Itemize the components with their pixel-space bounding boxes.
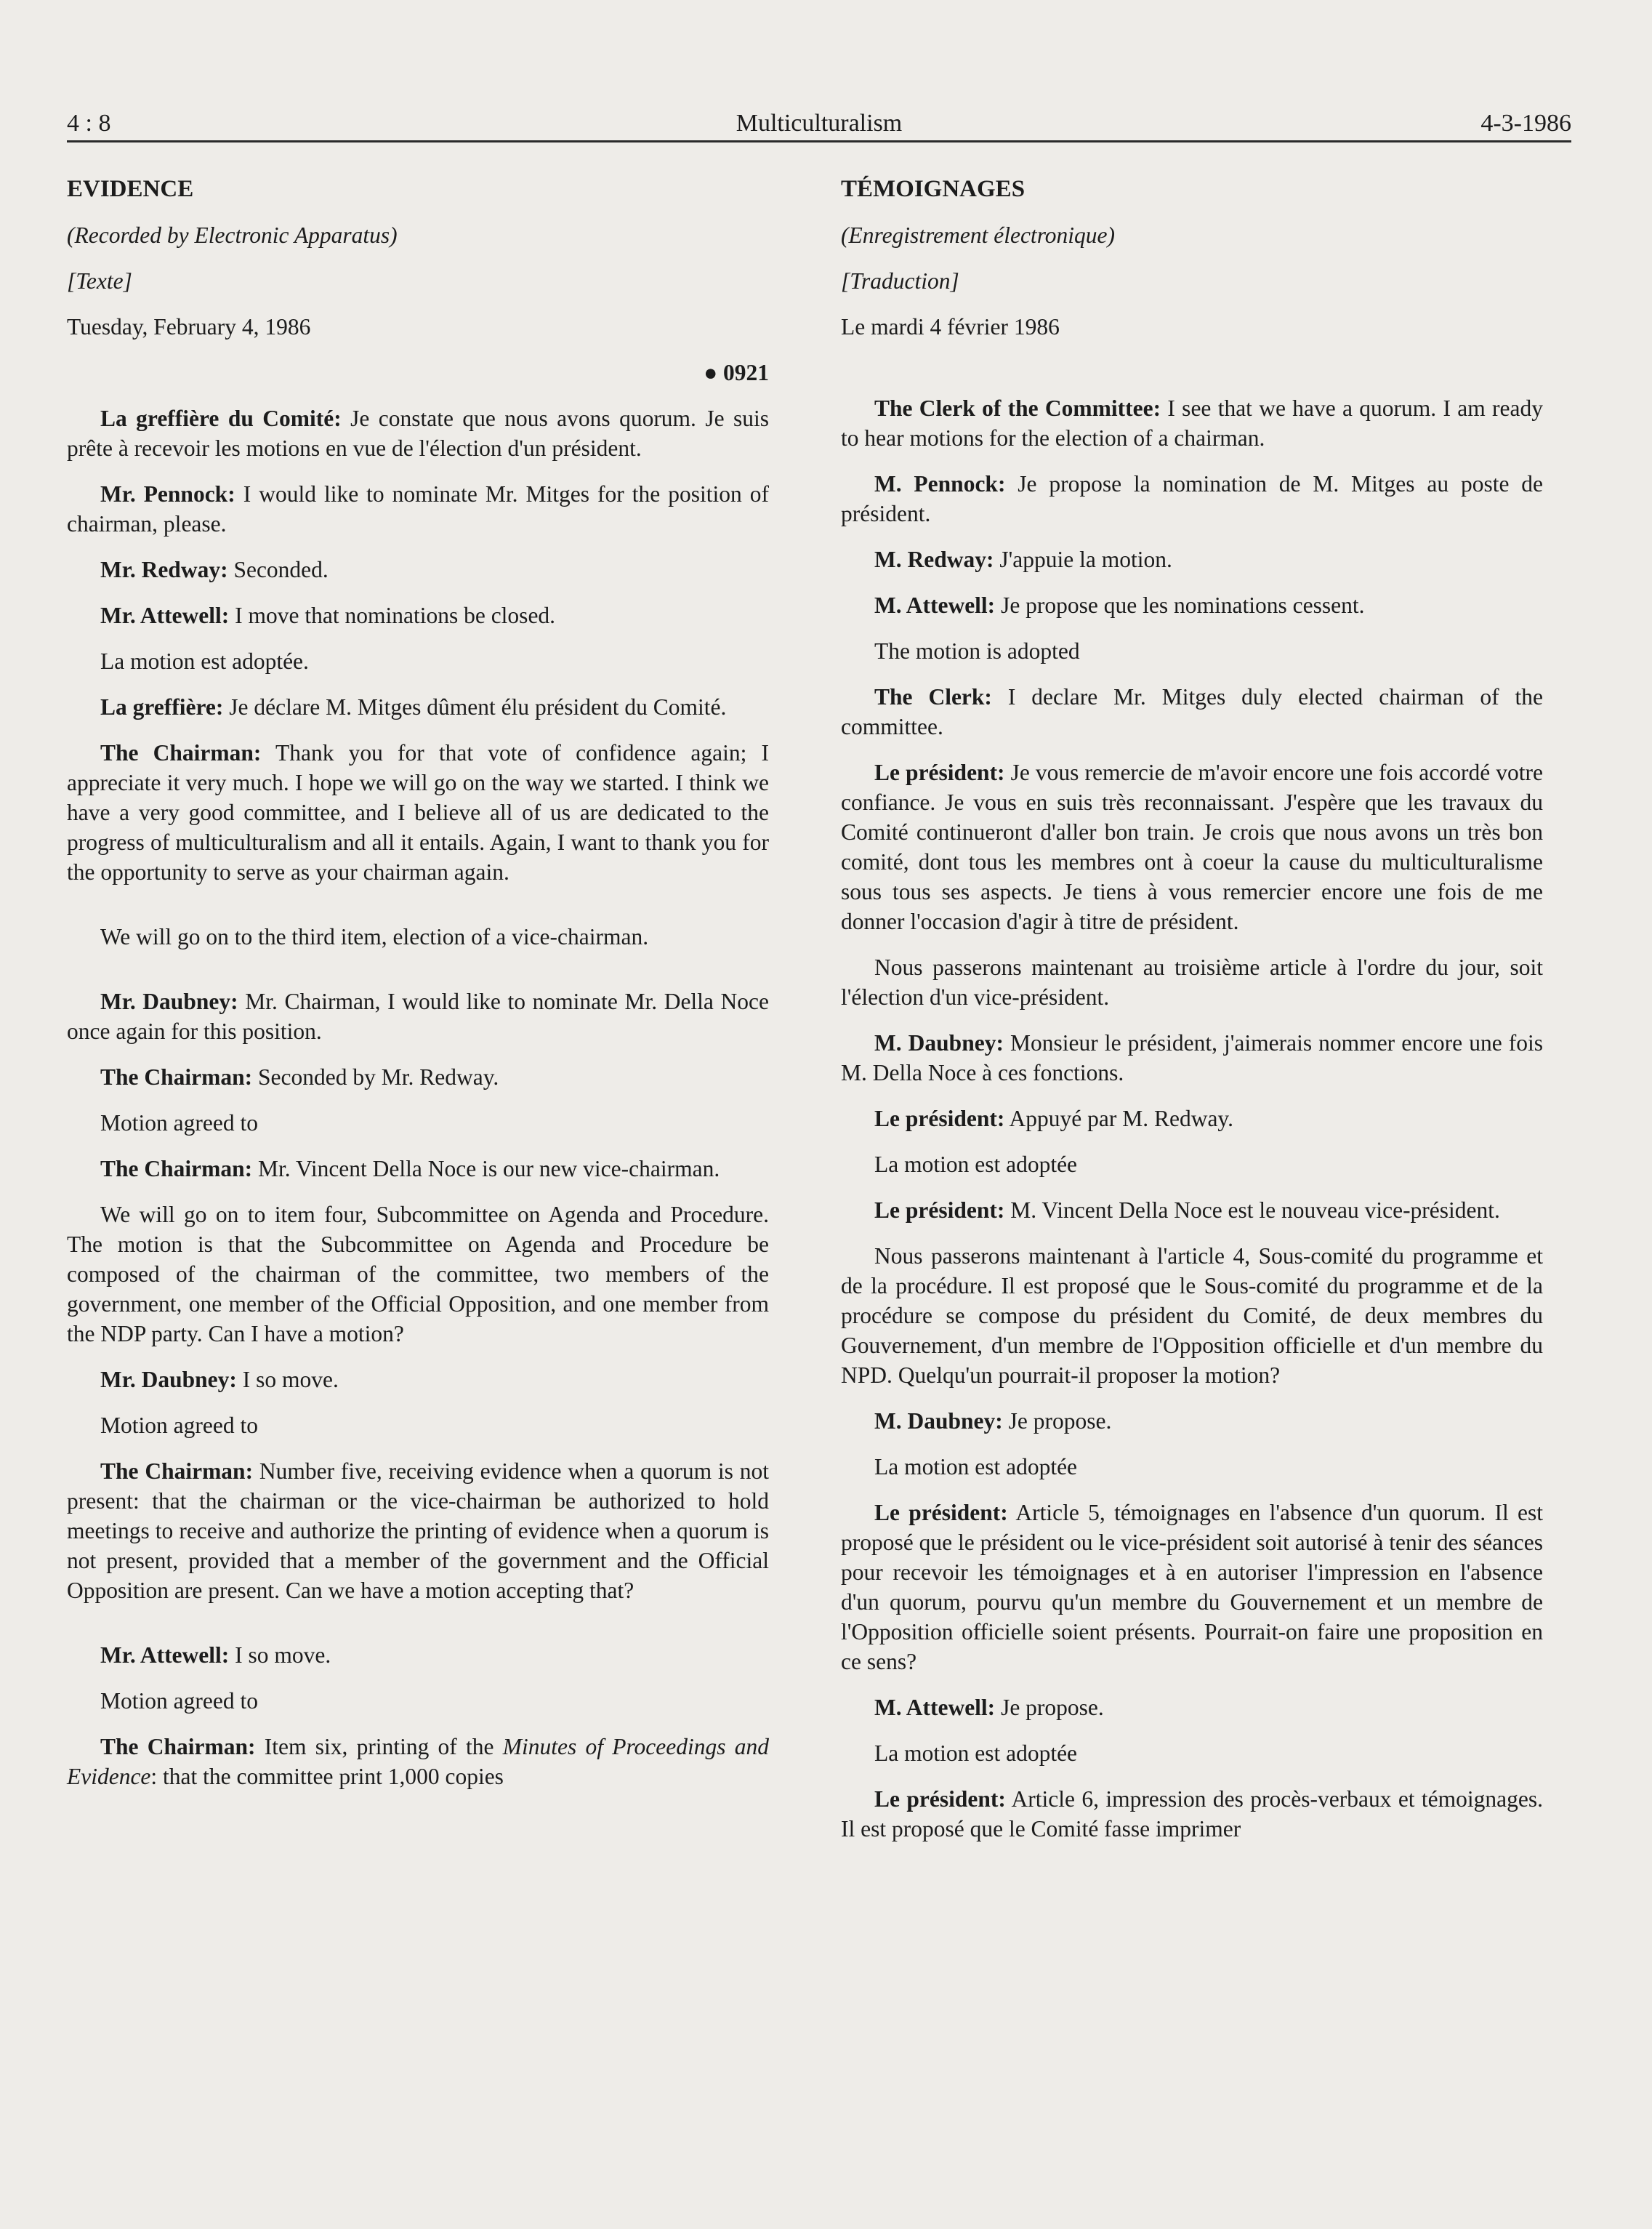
speaker: Mr. Daubney:: [100, 1367, 237, 1392]
paragraph: The Clerk: I declare Mr. Mitges duly elected chairman of the committee.: [841, 684, 1543, 739]
speaker: M. Daubney:: [874, 1408, 1003, 1434]
paragraph: The Chairman: Mr. Vincent Della Noce is our new vice-chairman.: [100, 1156, 720, 1181]
speaker: Le président:: [874, 1197, 1005, 1223]
speaker: M. Daubney:: [874, 1030, 1004, 1056]
paragraph: The Chairman: Number five, receiving evidence when a quorum is not present: that the chairman or the vice-chairman be authorized to hold meetings to receive and authorize the printing of evidence when a quorum is not present, provided that a member of the government and the Official Opposition are present. Can we have a motion accepting that?: [67, 1458, 769, 1603]
speaker: The Chairman:: [100, 740, 262, 766]
paragraph: Mr. Daubney: Mr. Chairman, I would like to nominate Mr. Della Noce once again for this position.: [67, 989, 769, 1044]
speaker: M. Attewell:: [874, 1695, 996, 1720]
paragraph: Nous passerons maintenant au troisième article à l'ordre du jour, soit l'élection d'un vice-président.: [841, 955, 1543, 1010]
paragraph: M. Attewell: Je propose que les nominations cessent.: [874, 593, 1365, 618]
speaker: Le président:: [874, 1500, 1008, 1525]
speaker: Mr. Redway:: [100, 557, 228, 582]
running-header: [67, 106, 1571, 142]
speaker: M. Redway:: [874, 547, 994, 572]
paragraph: M. Redway: J'appuie la motion.: [874, 547, 1172, 572]
right-column: [841, 174, 1543, 1860]
paragraph: La motion est adoptée.: [100, 648, 309, 674]
paragraph: Mr. Attewell: I move that nominations be closed.: [100, 603, 556, 628]
speaker: The Chairman:: [100, 1458, 254, 1484]
paragraph: The Clerk of the Committee: I see that we have a quorum. I am ready to hear motions for the election of a chairman.: [841, 395, 1543, 451]
meeting-date: Le mardi 4 février 1986: [841, 314, 1060, 340]
speaker: The Chairman:: [100, 1156, 253, 1181]
paragraph: M. Daubney: Monsieur le président, j'aimerais nommer encore une fois M. Della Noce à ces fonctions.: [841, 1030, 1544, 1085]
paragraph: M. Attewell: Je propose.: [874, 1695, 1104, 1720]
paragraph: La greffière: Je déclare M. Mitges dûment élu président du Comité.: [100, 694, 727, 720]
paragraph: The motion is adopted: [874, 638, 1080, 664]
paragraph: Le président: Appuyé par M. Redway.: [874, 1106, 1234, 1131]
paragraph: La greffière du Comité: Je constate que nous avons quorum. Je suis prête à recevoir les motions en vue de l'élection d'un président.: [67, 406, 769, 461]
meeting-date: Tuesday, February 4, 1986: [67, 314, 311, 340]
left-column: [67, 174, 769, 1807]
header-rule: [67, 140, 1571, 142]
paragraph: The Chairman: Item six, printing of the Minutes of Proceedings and Evidence: that the committee print 1,000 copies: [67, 1734, 769, 1789]
section-title: TÉMOIGNAGES: [841, 176, 1026, 202]
paragraph: M. Daubney: Je propose.: [874, 1408, 1112, 1434]
publication-title: Multiculturalism: [736, 110, 903, 137]
speaker: Mr. Pennock:: [100, 481, 235, 507]
section-subtitle: (Recorded by Electronic Apparatus): [67, 222, 398, 248]
speaker: The Chairman:: [100, 1064, 253, 1090]
paragraph: Le président: Article 6, impression des procès-verbaux et témoignages. Il est proposé que le Comité fasse imprimer: [841, 1786, 1544, 1842]
section-title: EVIDENCE: [67, 176, 194, 202]
paragraph: Le président: M. Vincent Della Noce est le nouveau vice-président.: [874, 1197, 1500, 1223]
speaker: La greffière du Comité:: [100, 406, 342, 431]
paragraph: Motion agreed to: [100, 1413, 258, 1438]
page-number: 4 : 8: [67, 110, 111, 137]
paragraph: Motion agreed to: [100, 1688, 258, 1714]
paragraph: La motion est adoptée: [874, 1152, 1078, 1177]
paragraph: Mr. Daubney: I so move.: [100, 1367, 339, 1392]
speaker: La greffière:: [100, 694, 224, 720]
paragraph: Mr. Redway: Seconded.: [100, 557, 329, 582]
paragraph: Nous passerons maintenant à l'article 4, Sous-comité du programme et de la procédure. Il est proposé que le Sous-comité du programme et de la procédure se compose du président du Comité, de deux membres du Gouvernement, d'un membre de l'Opposition officielle et d'un membre du NPD. Quelqu'un pourrait-il proposer la motion?: [841, 1243, 1543, 1388]
speaker: The Clerk:: [874, 684, 992, 710]
paragraph: La motion est adoptée: [874, 1454, 1078, 1479]
paragraph: The Chairman: Seconded by Mr. Redway.: [100, 1064, 499, 1090]
speaker: M. Pennock:: [874, 471, 1006, 497]
paragraph: We will go on to the third item, election of a vice-chairman.: [100, 924, 649, 949]
speaker: Mr. Attewell:: [100, 603, 230, 628]
paragraph: We will go on to item four, Subcommittee on Agenda and Procedure. The motion is that the Subcommittee on Agenda and Procedure be composed of the chairman of the committee, two members of the government, one member of the Official Opposition, and one member from the NDP party. Can I have a motion?: [67, 1202, 769, 1346]
text-note: [Traduction]: [841, 268, 959, 294]
issue-date: 4-3-1986: [1480, 110, 1571, 137]
paragraph: Motion agreed to: [100, 1110, 258, 1136]
paragraph: M. Pennock: Je propose la nomination de M. Mitges au poste de président.: [841, 471, 1543, 526]
paragraph: Le président: Article 5, témoignages en l'absence d'un quorum. Il est proposé que le président ou le vice-président soit autorisé à tenir des séances pour recevoir les témoignages et à en autoriser l'impression en l'absence d'un quorum, pourvu qu'un membre du Gouvernement et un membre de l'Opposition officielle soient présents. Pourrait-on faire une proposition en ce sens?: [841, 1500, 1543, 1674]
speaker: Mr. Daubney:: [100, 989, 238, 1014]
paragraph: The Chairman: Thank you for that vote of confidence again; I appreciate it very much. I hope we will go on the way we started. I think we have a very good committee, and I believe all of us are dedicated to the progress of multiculturalism and all it entails. Again, I want to thank you for the opportunity to serve as your chairman again.: [67, 740, 769, 885]
text-note: [Texte]: [67, 268, 132, 294]
paragraph: Le président: Je vous remercie de m'avoir encore une fois accordé votre confiance. Je vous en suis très reconnaissant. J'espère que les travaux du Comité continueront d'aller bon train. Je crois que nous avons un très bon comité, dont tous les membres ont à coeur la cause du multiculturalisme sous tous ses aspects. Je tiens à vous remercier encore une fois de me donner l'occasion d'agir à titre de président.: [841, 760, 1543, 934]
section-subtitle: (Enregistrement électronique): [841, 222, 1116, 248]
time-stamp: ● 0921: [704, 360, 769, 385]
paragraph: La motion est adoptée: [874, 1740, 1078, 1766]
speaker: The Clerk of the Committee:: [874, 395, 1161, 421]
speaker: M. Attewell:: [874, 593, 996, 618]
speaker: Mr. Attewell:: [100, 1642, 230, 1668]
paragraph: Mr. Attewell: I so move.: [100, 1642, 331, 1668]
speaker: Le président:: [874, 760, 1005, 785]
paragraph: Mr. Pennock: I would like to nominate Mr. Mitges for the position of chairman, please.: [67, 481, 769, 537]
speaker: The Chairman:: [100, 1734, 256, 1759]
speaker: Le président:: [874, 1786, 1006, 1812]
speaker: Le président:: [874, 1106, 1005, 1131]
